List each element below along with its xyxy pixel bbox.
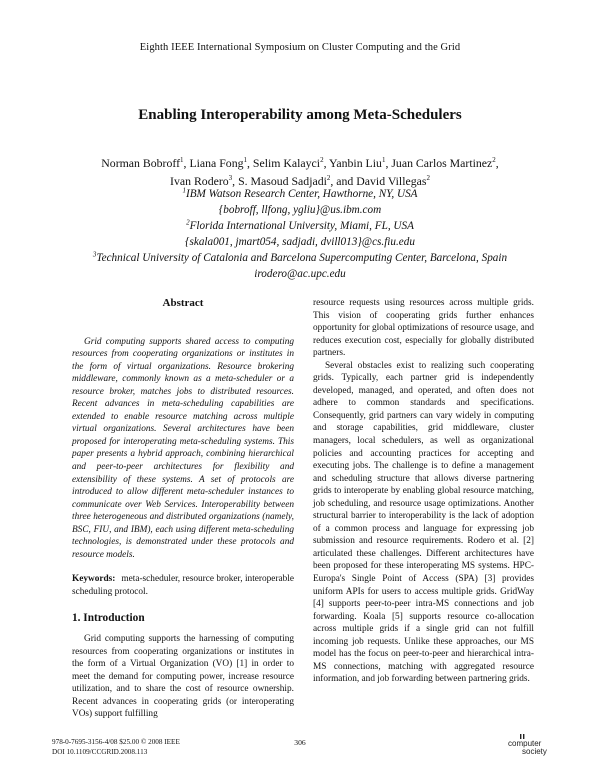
author-name: Liana Fong bbox=[189, 156, 244, 170]
intro-paragraph-2: resource requests using resources across multiple grids. This vision of cooperating grids further enhances opportunity for global optimizations of resource usage, and reduces execution cost, especially for globally distributed partners. bbox=[313, 298, 534, 359]
affiliations bbox=[30, 186, 570, 282]
author-separator: , bbox=[323, 156, 330, 170]
author-affiliation-mark: 1 bbox=[381, 156, 386, 165]
author-affiliation-mark: 2 bbox=[426, 174, 430, 183]
author-name: Ivan Rodero bbox=[170, 174, 229, 188]
author-separator: , bbox=[247, 156, 253, 170]
author-separator: , and bbox=[330, 174, 357, 188]
page-number: 306 bbox=[294, 738, 306, 747]
author-affiliation-mark: 2 bbox=[326, 174, 331, 183]
right-column bbox=[313, 297, 534, 686]
affiliation-email: irodero@ac.upc.edu bbox=[254, 268, 346, 280]
abstract-heading: Abstract bbox=[162, 297, 204, 309]
author-separator: , bbox=[183, 156, 190, 170]
author-affiliation-mark: 3 bbox=[228, 174, 233, 183]
svg-text:computer: computer bbox=[508, 739, 542, 748]
keywords-text: meta-scheduler, resource broker, interoperable scheduling protocol. bbox=[72, 574, 294, 597]
author-name: Juan Carlos Martinez bbox=[391, 156, 493, 170]
author-separator: , bbox=[232, 174, 239, 188]
author-name: Selim Kalayci bbox=[252, 156, 321, 170]
author-affiliation-mark: 2 bbox=[492, 156, 496, 165]
affiliation-email: {skala001, jmart054, sadjadi, dvill013}@cs.fiu.edu bbox=[185, 236, 415, 248]
footer-doi: DOI 10.1109/CCGRID.2008.113 bbox=[52, 747, 148, 756]
keywords bbox=[72, 573, 294, 598]
author-name: David Villegas bbox=[356, 174, 427, 188]
author-name: S. Masoud Sadjadi bbox=[238, 174, 327, 188]
author-name: Norman Bobroff bbox=[101, 156, 181, 170]
ieee-computer-society-logo-icon bbox=[500, 732, 560, 758]
author-affiliation-mark: 1 bbox=[243, 156, 247, 165]
author-separator: , bbox=[385, 156, 392, 170]
computer-society-logo bbox=[500, 732, 560, 758]
abstract-text: Grid computing supports shared access to computing resources from cooperating organizations or institutes in the form of virtual organizations. Resource brokering middleware, commonly known as a meta-scheduler or a resource broker, matches jobs to distributed resources. Recent advances in meta-scheduling capabilities are extended to enable resource matching across multiple virtual organizations. Several architectures have been proposed for interoperating meta-scheduling systems. This paper presents a hybrid approach, combining hierarchical and peer-to-peer architectures for flexibility and extensibility of these systems. A set of protocols are introduced to allow different meta-scheduler instances to communicate over Web Services. Interoperability between three heterogeneous and distributed organizations (namely, BSC, FIU, and IBM), each using different meta-scheduling technologies, is demonstrated under these protocols and resource models. bbox=[72, 336, 294, 560]
intro-paragraph-1: Grid computing supports the harnessing of computing resources from cooperating organizations or institutes in the form of a Virtual Organization (VO) [1] in order to meet the demand for computing power, increase resource utilization, and to share the cost of resource ownership. Recent advances in cooperating grids (or interoperating VOs) support fulfilling bbox=[72, 634, 294, 720]
affiliation-line: $^2$Florida International University, Miami, FL, USA bbox=[186, 218, 414, 232]
author-line-1 bbox=[40, 154, 560, 172]
author-separator: , bbox=[495, 156, 499, 170]
conference-header: Eighth IEEE International Symposium on Cluster Computing and the Grid bbox=[139, 42, 461, 53]
left-column bbox=[72, 297, 294, 721]
section-heading-introduction: 1. Introduction bbox=[72, 612, 145, 625]
svg-text:society: society bbox=[522, 747, 547, 756]
affiliation-line: $^1$IBM Watson Research Center, Hawthorne, NY, USA bbox=[182, 186, 418, 200]
footer-isbn: 978-0-7695-3156-4/08 $25.00 © 2008 IEEE bbox=[52, 738, 180, 746]
paper-title: Enabling Interoperability among Meta-Schedulers bbox=[138, 107, 462, 123]
author-list bbox=[40, 154, 560, 190]
intro-paragraph-3: Several obstacles exist to realizing such cooperating grids. Typically, each partner grid is independently developed, managed, and operated, and often does not adhere to common standards and specifications. Consequently, grid partners can vary widely in computing and storage capabilities, grid middleware, cluster managers, local schedulers, as well as organizational policies and accounting practices for accepting and executing jobs. The challenge is to define a management and scheduling structure that allows diverse partnering grids to interoperate by enabling global resource matching, job scheduling, and resource usage optimizations. Another structural barrier to interoperability is the lack of adoption of a common process and language for expressing job submission and resource requirements. Rodero et al. [2] articulated these challenges. Different architectures have been proposed for these interoperating MS systems. HPC-Europa's Single Point of Access (SPA) [3] provides uniform APIs for users to access multiple grids. GridWay [4] supports peer-to-peer intra-MS connections and job forwarding. Koala [5] supports resource co-allocation across multiple grids if a single grid can not fulfill incoming job requests. Unlike these approaches, our MS model has the focus on peer-to-peer and hierarchical intra-MS connections, matching with aggregated resource information, and job forwarding between partnering grids. bbox=[313, 360, 534, 685]
affiliation-line: $^3$Technical University of Catalonia and Barcelona Supercomputing Center, Barcelona, Spain bbox=[92, 250, 508, 264]
author-name: Yanbin Liu bbox=[329, 156, 382, 170]
author-affiliation-mark: 1 bbox=[180, 156, 184, 165]
keywords-label: Keywords: bbox=[72, 574, 116, 585]
author-affiliation-mark: 2 bbox=[320, 156, 324, 165]
affiliation-email: {bobroff, llfong, ygliu}@us.ibm.com bbox=[218, 204, 382, 216]
